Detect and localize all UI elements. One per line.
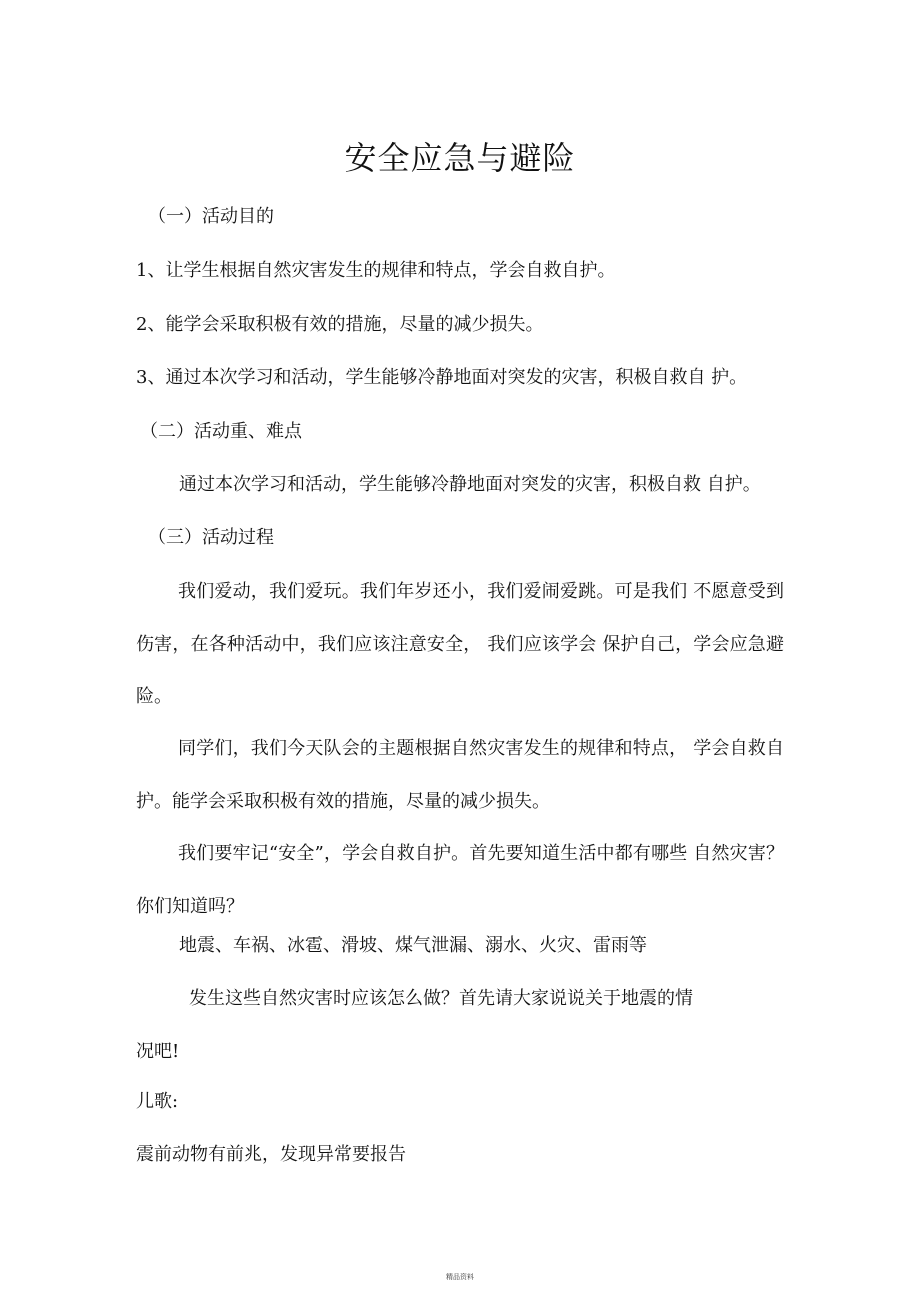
page-footer: 精品资料 [446, 1273, 474, 1281]
section-heading-objectives: （一）活动目的 [148, 206, 274, 227]
key-points-text: 通过本次学习和活动，学生能够冷静地面对突发的灾害，积极自救 自护。 [179, 474, 761, 495]
document-title: 安全应急与避险 [344, 139, 576, 177]
section-heading-process: （三）活动过程 [148, 527, 274, 548]
body-paragraph: 同学们，我们今天队会的主题根据自然灾害发生的规律和特点， 学会自救自护。能学会采取积极有效的措施，尽量的减少损失。 [136, 738, 784, 812]
section-heading-key-points: （二）活动重、难点 [140, 421, 302, 442]
rhyme-label: 儿歌: [136, 1091, 179, 1112]
rhyme-line: 震前动物有前兆，发现异常要报告 [136, 1144, 406, 1165]
question-line: 发生这些自然灾害时应该怎么做？首先请大家说说关于地震的情 [189, 988, 693, 1009]
objective-item: 2、能学会采取积极有效的措施，尽量的减少损失。 [136, 314, 544, 335]
body-paragraph: 我们要牢记“安全”，学会自救自护。首先要知道生活中都有哪些 自然灾害？你们知道吗？ [136, 843, 784, 917]
objective-item: 3、通过本次学习和活动，学生能够冷静地面对突发的灾害，积极自救自 护。 [136, 367, 748, 388]
disaster-list: 地震、车祸、冰雹、滑坡、煤气泄漏、溺水、火灾、雷雨等 [179, 935, 647, 956]
question-line: 况吧! [136, 1041, 180, 1062]
body-paragraph: 我们爱动，我们爱玩。我们年岁还小，我们爱闹爱跳。可是我们 不愿意受到伤害，在各种活动中，我们应该注意安全， 我们应该学会 保护自己，学会应急避险。 [136, 581, 784, 707]
objective-item: 1、让学生根据自然灾害发生的规律和特点，学会自救自护。 [136, 260, 616, 281]
